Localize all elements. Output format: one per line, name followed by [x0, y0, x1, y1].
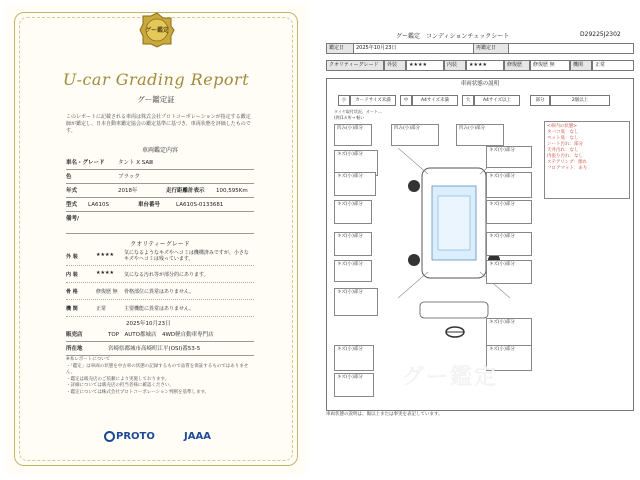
sheet-title: グー鑑定 コンディションチェックシート [396, 33, 510, 40]
damage-box: 凹み(小)部分 [391, 124, 439, 146]
diagram-note: (例)1カ所→ 軽い [334, 115, 365, 120]
frame-condition-note: 骨格部位に異常はありません。 [124, 289, 195, 295]
damage-box: キズ(小)部分 [334, 232, 372, 256]
shop-row [66, 328, 254, 342]
address-row [66, 342, 254, 356]
sheet-inspect-date-value: 2025年10月23日 [353, 43, 474, 54]
proto-logo-icon [104, 431, 115, 442]
legend-medium-desc: A4サイズ未満 [412, 95, 458, 106]
car-rear-outline [418, 300, 490, 320]
sheet-interior-value: ★★★★ [466, 60, 504, 71]
model-frame-row [66, 198, 254, 212]
damage-box: 凹み(小)部分 [456, 124, 504, 146]
damage-box: キズ(小)部分 [486, 345, 532, 371]
sheet-footer-note: 車両状態の説明は、傷以上または事実を表記しています。 [326, 412, 443, 417]
certificate-subtitle: グー鑑定証 [137, 95, 175, 104]
damage-box: キズ(小)部分 [486, 172, 532, 198]
damage-box: キズ(小)部分 [334, 288, 378, 316]
name-grade-row [66, 156, 254, 170]
damage-box: キズ(小)部分 [486, 232, 532, 256]
note-line: ペット臭：なし [547, 136, 579, 141]
exterior-label: 外 装 [66, 254, 78, 260]
frame-number-value: LA610S-0133681 [176, 202, 224, 208]
legend-small: 小 [338, 95, 350, 106]
model-label: 型式 [66, 202, 78, 208]
damage-box: キズ(小)部分 [334, 373, 374, 397]
address-label: 所在地 [66, 346, 83, 352]
damage-box: キズ(小)部分 [334, 150, 378, 176]
damage-box: キズ(小)部分 [334, 260, 372, 282]
exterior-stars: ★★★★ [96, 252, 114, 258]
damage-box: キズ(小)部分 [334, 172, 376, 196]
exterior-note: 気になるようなキズやヘコミは機構済みですが、小さなキズやヘコミは残っています。 [124, 250, 249, 262]
note-line: ステアリング：擦れ [547, 160, 588, 165]
sheet-quality-label: クオリティーグレード [326, 60, 384, 71]
remarks-row [66, 212, 254, 234]
footnote-line: ・鑑定は販売店のご依頼により実施しております。 [66, 376, 170, 382]
note-line: フロアマット：あり [547, 166, 588, 171]
steering-wheel-icon [444, 325, 466, 339]
sheet-exterior-value: ★★★★ [406, 60, 444, 71]
proto-logo: PROTO [116, 431, 155, 442]
inspect-date-value: 2025年10月23日 [126, 321, 171, 327]
legend-part: 部分 [530, 95, 550, 106]
note-line: タバコ臭：なし [547, 130, 579, 135]
footnote-line: ・「鑑定」は車両の状態を中古車の状態の記録するもので品質を保証するものではありません。 [66, 363, 249, 375]
year-label: 年式 [66, 188, 78, 194]
footnote-line: ・詳細については販売店の担当者様に確認ください。 [66, 383, 174, 388]
watermark: グー鑑定 [402, 365, 499, 390]
name-grade-label: 車名・グレード [66, 160, 105, 166]
engine-note: 主要機能に異常はありません。 [124, 306, 195, 312]
legend-large: 大 [462, 95, 474, 106]
badge-text: グー鑑定 [144, 27, 169, 34]
certificate-title: U-car Grading Report [62, 70, 250, 89]
sheet-inspect-date-label: 鑑定日 [326, 43, 354, 54]
mileage-label: 走行距離計表示 [166, 188, 205, 194]
damage-box: 凹み(小)部分 [334, 124, 372, 146]
frame-condition-row [66, 283, 254, 300]
damage-box: キズ(小)部分 [486, 146, 532, 168]
mileage-value: 100,595Km [216, 188, 248, 194]
year-value: 2018年 [118, 188, 138, 194]
year-mileage-row [66, 184, 254, 198]
sheet-interior-label: 内装 [444, 60, 466, 71]
sheet-repair-value: 修復歴 無 [530, 60, 570, 71]
shop-value: TOP AUTO都城店 4WD軽自動車専門店 [108, 332, 214, 338]
note-line: シート汚れ：部分 [547, 142, 583, 147]
vehicle-section-heading: 車両鑑定内容 [141, 147, 178, 154]
note-line: 天井汚れ：なし [547, 148, 579, 153]
name-grade-value: タント X SAⅢ [118, 160, 153, 166]
sheet-repair-label: 修復歴 [504, 60, 530, 71]
footnote-line: ・鑑定については株式会社プロトコーポレーション判断を基準します。 [66, 389, 210, 395]
remarks-label: 備考/ [66, 216, 80, 222]
sheet-code: D29225J2302 [580, 31, 621, 38]
engine-label: 機 関 [66, 306, 78, 312]
engine-value: 正常 [96, 306, 107, 312]
damage-box: キズ(小)部分 [334, 200, 372, 224]
color-value: ブラック [118, 174, 140, 180]
address-value: 宮崎県都城市高崎町江平(OSI)番53-5 [108, 346, 201, 352]
report-footnotes [66, 357, 254, 396]
shop-label: 販売店 [66, 332, 83, 338]
damage-box: キズ(小)部分 [486, 200, 532, 224]
sheet-engine-value: 正常 [592, 60, 634, 71]
interior-row [66, 266, 254, 283]
sheet-reinspect-value [508, 43, 634, 54]
color-label: 色 [66, 174, 72, 180]
grading-certificate [6, 4, 306, 474]
footnote-heading: ※本レポートについて [66, 357, 111, 362]
interior-label: 内 装 [66, 272, 78, 278]
sheet-engine-label: 機関 [570, 60, 592, 71]
certificate-intro: このレポートに記載される車両は株式会社プロトコーポレーションが指定する鑑定師が鑑定し、日本自動車鑑定協会の鑑定基準に基づき、車両状態を評価したものです。 [66, 114, 251, 134]
legend-medium: 中 [400, 95, 412, 106]
frame-condition-label: 骨 格 [66, 289, 78, 295]
interior-condition-notes [544, 121, 630, 199]
diagram-note: タイヤ取付状況、オート… [334, 109, 382, 114]
jaaa-logo: JAAA [184, 431, 211, 442]
diagram-title: 車両状態の説明 [460, 81, 500, 87]
model-value: LA610S [88, 202, 109, 208]
exterior-row [66, 249, 254, 266]
notes-heading: <車内の状態> [547, 124, 578, 129]
legend-part-desc: 2個以上 [550, 95, 610, 106]
interior-note: 気になる汚れ等が部分的にあります。 [124, 272, 209, 278]
legend-small-desc: カードサイズ未満 [350, 95, 396, 106]
frame-number-label: 車台番号 [138, 202, 161, 208]
damage-box: キズ(小)部分 [486, 260, 532, 284]
frame-condition-value: 修復歴 無 [96, 289, 118, 295]
color-row [66, 170, 254, 184]
legend-large-desc: A4サイズ以上 [474, 95, 520, 106]
note-line: 内張り汚れ：なし [547, 154, 583, 159]
sheet-exterior-label: 外装 [384, 60, 406, 71]
interior-stars: ★★★★ [96, 270, 114, 276]
quality-section-heading: クオリティーグレード [130, 241, 190, 248]
damage-box: キズ(小)部分 [334, 345, 374, 371]
sheet-reinspect-label: 再鑑定日 [473, 43, 509, 54]
engine-row [66, 300, 254, 317]
damage-box: キズ(小)部分 [486, 318, 532, 346]
